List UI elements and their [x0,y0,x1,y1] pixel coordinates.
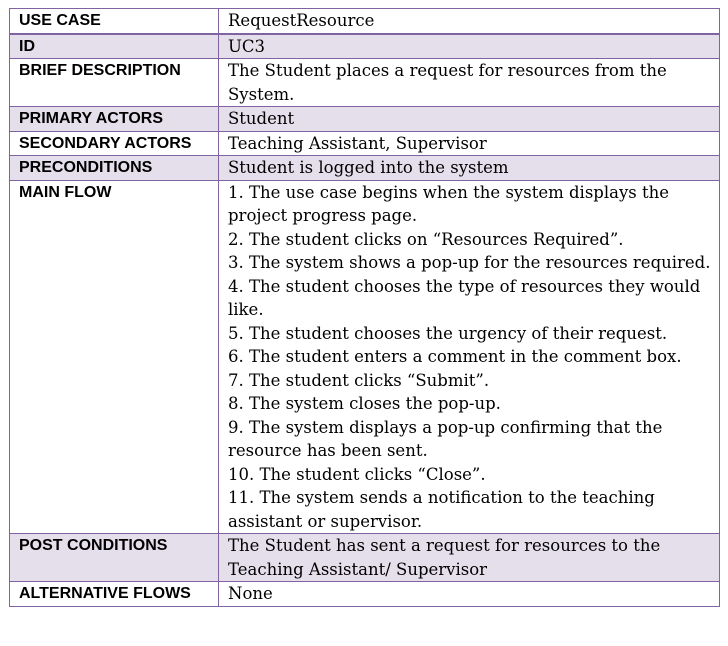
post-conditions-value: The Student has sent a request for resources to the Teaching Assistant/ Supervisor [219,534,720,582]
primary-actors-value: Student [219,107,720,132]
use-case-row [10,9,720,34]
secondary-actors-row [10,131,720,156]
preconditions-value: Student is logged into the system [219,156,720,181]
main-flow-step: 9. The system displays a pop-up confirming that the resource has been sent. [228,417,663,460]
secondary-actors-value: Teaching Assistant, Supervisor [219,131,720,156]
main-flow-step: 5. The student chooses the urgency of their request. [228,323,668,343]
use-case-table [9,8,720,607]
alternative-flows-label: ALTERNATIVE FLOWS [10,582,219,607]
main-flow-step: 3. The system shows a pop-up for the resources required. [228,253,711,272]
preconditions-label: PRECONDITIONS [10,156,219,181]
post-conditions-row [10,534,720,582]
main-flow-label: MAIN FLOW [10,180,219,534]
use-case-label: USE CASE [10,9,219,34]
secondary-actors-label: SECONDARY ACTORS [10,131,219,156]
main-flow-row [10,180,720,534]
main-flow-step: 6. The student enters a comment in the comment box. [228,347,682,366]
id-value: UC3 [219,34,720,59]
alternative-flows-row [10,582,720,607]
brief-description-label: BRIEF DESCRIPTION [10,59,219,107]
primary-actors-row [10,107,720,132]
main-flow-step: 4. The student chooses the type of resources they would like. [228,276,701,319]
id-row [10,34,720,59]
id-label: ID [10,34,219,59]
main-flow-step: 2. The student clicks on “Resources Required”. [228,229,624,249]
primary-actors-label: PRIMARY ACTORS [10,107,219,132]
use-case-name: RequestResource [219,9,720,34]
main-flow-step: 8. The system closes the pop-up. [228,394,501,413]
main-flow-step: 10. The student clicks “Close”. [228,464,486,484]
post-conditions-label: POST CONDITIONS [10,534,219,582]
preconditions-row [10,156,720,181]
brief-description-row [10,59,720,107]
main-flow-step: 1. The use case begins when the system displays the project progress page. [228,182,670,225]
brief-description-value: The Student places a request for resources from the System. [219,59,720,107]
main-flow-step: 11. The system sends a notification to the teaching assistant or supervisor. [228,488,655,531]
main-flow-steps [219,180,720,534]
main-flow-step: 7. The student clicks “Submit”. [228,370,490,390]
alternative-flows-value: None [219,582,720,607]
